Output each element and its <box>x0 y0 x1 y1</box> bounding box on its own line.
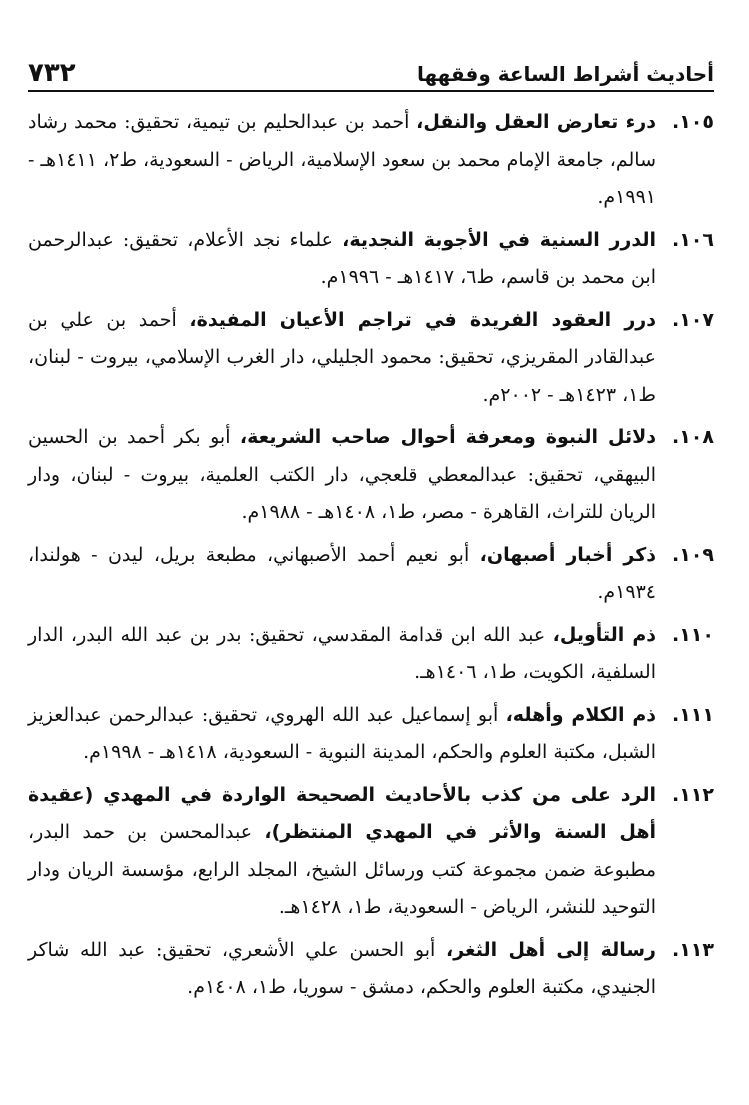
entry-title: ذم الكلام وأهله، <box>505 703 656 726</box>
entry-title: دلائل النبوة ومعرفة أحوال صاحب الشريعة، <box>239 426 656 448</box>
entry-text <box>28 104 656 217</box>
entry-title: الرد على من كذب بالأحاديث الصحيحة الواردة في المهدي (عقيدة أهل السنة والأثر في المهدي المنتظر)، <box>28 783 657 843</box>
entry-number: ١٠٩. <box>671 543 714 566</box>
bibliography-entry-106 <box>28 222 714 297</box>
entry-number: ١١٣. <box>671 938 714 961</box>
entry-text <box>28 777 656 927</box>
bibliography-entry-105 <box>28 104 714 217</box>
entry-details: أبو الحسن علي الأشعري، تحقيق: عبد الله شاكر الجنيدي، مكتبة العلوم والحكم، دمشق - سوريا، ط١، ١٤٠٨م. <box>28 938 656 998</box>
entry-text <box>28 932 656 1007</box>
bibliography-entry-109 <box>28 537 714 612</box>
entry-number: ١٠٨. <box>671 426 714 448</box>
page-header <box>28 52 714 92</box>
bibliography-entry-110 <box>28 617 714 692</box>
running-title: أحاديث أشراط الساعة وفقهها <box>416 62 714 86</box>
entry-title: درر العقود الفريدة في تراجم الأعيان المفيدة، <box>189 308 656 331</box>
entry-title: ذم التأويل، <box>552 623 656 646</box>
entry-number: ١٠٧. <box>671 308 714 331</box>
entry-details: أحمد بن علي بن عبدالقادر المقريزي، تحقيق: محمود الجليلي، دار الغرب الإسلامي، بيروت - لبنان، ط١، ١٤٢٣هـ - ٢٠٠٢م. <box>28 308 656 406</box>
entry-number: ١٠٥. <box>671 111 714 133</box>
entry-details: أبو إسماعيل عبد الله الهروي، تحقيق: عبدالرحمن عبدالعزيز الشبل، مكتبة العلوم والحكم، المدينة النبوية - السعودية، ١٤١٨هـ - ١٩٩٨م. <box>28 703 656 763</box>
bibliography-entry-111 <box>28 697 714 772</box>
entry-number: ١٠٦. <box>671 228 714 251</box>
entry-details: عبد الله ابن قدامة المقدسي، تحقيق: بدر بن عبد الله البدر، الدار السلفية، الكويت، ط١، ١٤٠٦هـ. <box>28 623 656 683</box>
entry-text <box>28 617 656 692</box>
entry-details: علماء نجد الأعلام، تحقيق: عبدالرحمن ابن محمد بن قاسم، ط٦، ١٤١٧هـ - ١٩٩٦م. <box>28 228 656 288</box>
entry-number: ١١٠. <box>671 623 714 646</box>
entry-title: رسالة إلى أهل الثغر، <box>446 938 656 961</box>
entry-number: ١١١. <box>671 703 714 726</box>
bibliography-entry-107 <box>28 302 714 415</box>
bibliography-entry-113 <box>28 932 714 1007</box>
entry-text <box>28 419 656 532</box>
entry-text <box>28 537 656 612</box>
entry-text <box>28 302 656 415</box>
entry-number: ١١٢. <box>671 783 714 806</box>
entry-details: أحمد بن عبدالحليم بن تيمية، تحقيق: محمد رشاد سالم، جامعة الإمام محمد بن سعود الإسلامية، الرياض - السعودية، ط٢، ١٤١١هـ - ١٩٩١م. <box>28 111 656 208</box>
entry-title: الدرر السنية في الأجوبة النجدية، <box>342 228 656 251</box>
book-page <box>28 52 714 1012</box>
entry-title: ذكر أخبار أصبهان، <box>479 543 656 566</box>
entry-details: عبدالمحسن بن حمد البدر، مطبوعة ضمن مجموعة كتب ورسائل الشيخ، المجلد الرابع، مؤسسة الريان ودار التوحيد للنشر، الرياض - السعودية، ط١، ١٤٢٨هـ. <box>28 821 656 918</box>
bibliography-entry-112 <box>28 777 714 927</box>
page-number: ٧٣٢ <box>28 58 76 88</box>
entry-text <box>28 697 656 772</box>
bibliography-entry-108 <box>28 419 714 532</box>
bibliography-list <box>28 104 714 1007</box>
entry-details: أبو بكر أحمد بن الحسين البيهقي، تحقيق: عبدالمعطي قلعجي، دار الكتب العلمية، بيروت - لبنان، ودار الريان للتراث، القاهرة - مصر، ط١، ١٤٠٨هـ - ١٩٨٨م. <box>28 426 656 523</box>
entry-details: أبو نعيم أحمد الأصبهاني، مطبعة بريل، ليدن - هولندا، ١٩٣٤م. <box>28 543 656 603</box>
entry-title: درء تعارض العقل والنقل، <box>416 111 656 133</box>
entry-text <box>28 222 656 297</box>
